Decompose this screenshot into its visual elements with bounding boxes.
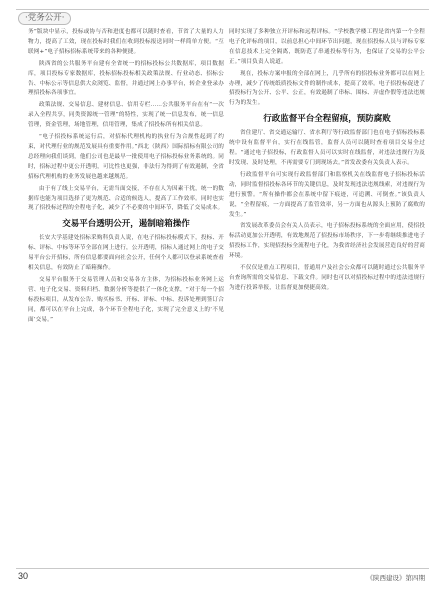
right-column (229, 28, 425, 296)
paragraph: 务”版块中显示，投标或协与否和进度也都可以随时查看，节省了大量的人力物力，提高了工效，现在投标时我们在收到投标报送同时一样简单方便。“互联网+”电子招标招标系统带来的各种便捷。 (28, 29, 224, 55)
paragraph: 同时实现了多种独立开评标和远程评标。“学校教学楼工程是省内第一个全程电子化评标的项目，以前总担心中间环节出问题，现在招投标人员与评标专家在信息技术上完全隔离，既防范了串通投标等行为，也保证了交易的公平公正。”项目负责人说道。 (229, 29, 425, 65)
paragraph: 由于有了线上交易平台，无需当面交接，不存在人为因素干扰，统一的数据库也能为项目选择了更为规范、合适的候选人，提高了工作效率。同时也实现了招投标过程的全程电子化，减少了不必要的中间环节，降低了交易成本。 (28, 185, 224, 212)
left-column (28, 28, 224, 327)
paragraph: 省住建厅、省交通运输厅、省水利厅等行政监督部门也在电子招标投标系统中设有监督平台，实行在线监管，监督人员可以随时查看项目交易全过程。“通过电子招投标，行政监督人员可以实时在线监督，对违法违规行为及时发现、及时处理，不再需要专门到现场去。”省发改委有关负责人表示。 (229, 130, 425, 166)
section-tag: ·党务公开· (18, 12, 71, 25)
paragraph: 行政监督平台可实现行政监督部门和监察机关在线监督电子招标投标活动，同时监督招投标各环节的关键信息，及时发现违法违规线索，对违规行为进行预警。“所有操作都会在系统中留下痕迹，可追溯、可倒查。”该负责人说，“全程留痕，一方面提高了监管效率，另一方面也从源头上预防了腐败的发生。” (229, 171, 425, 218)
paragraph: “电子招投标系统运行后，对招标代理机构的执业行为合规性起到了约束，对代理行业的规范发展具有重要作用。”西北（陕西）国际招标有限公司的总经理向我们谈到，他们公司也是最早一批使用电子招标投标业务系统的。同时，招标过程中更公开透明，可比性也更强，非法行为得到了有效遏制，全省招标代理机构的业务发展也越来越规范。 (28, 134, 224, 180)
paragraph: 现在，投标方案申报的全部在网上，几乎所有的招投标业务都可以在网上办理，减少了传统纸质投标文件的制作成本，提高了效率。电子招投标促进了招投标行为公开、公平、公正，有效遏制了串标、围标、弄虚作假等违法违规行为的发生。 (229, 70, 425, 107)
paragraph: 政策法规、交易信息、建材信息、信用专栏……公共服务平台在有“一次录入全程共享，同类资源统一管理”的特性，实现了统一信息发布，统一信息管理，资金管理，场地管理，信用管理，集成了招投标所有相关信息。 (28, 102, 224, 129)
paragraph: 长安大学基建处招标采购科负责人说，在电子招标投标模式下，投标、开标、评标、中标等环节全部在网上进行，公开透明，招标人通过网上的电子交易平台公开招标，所有信息都要面向社会公开，任何个人都可以登录系统查看相关信息，有效防止了暗箱操作。 (28, 235, 224, 272)
paragraph: 陕西省的公共服务平台建有全省统一的招标投标公共数据库，项目数据库，项目投标专家数据库，投标招标投标相关政策法规、行业动态、招标公告、中标公示等信息供大众浏览、监督，并通过网上办事平台，转企业登录办理招投标各项事宜。 (28, 60, 224, 97)
page-number: 30 (18, 571, 29, 581)
footer-rule (16, 568, 429, 569)
section-heading: 行政监督平台全程留痕，预防腐败 (263, 114, 391, 125)
paragraph: 交易平台服务于交易管理人员和交易各方主体，为招标投标业务网上运营、电子化交易、资料归档、数据分析等提供了一体化支撑，“对于每一个招标投标项目，从发布公告、购买标书、开标、评标、中标、投诉处理到签订合同，都可以在平台上完成，各个环节全程电子化，实现了完全意义上的‘不见面’交易。” (28, 276, 224, 323)
paragraph: 不仅仅是重点工程项目，普通用户及社会公众都可以随时通过公共服务平台查询所需的交易信息、下载文件。同时也可以对招投标过程中的违法违规行为进行投诉举报，让监督更加便捷高效。 (229, 265, 425, 291)
paragraph: 省发展改革委员会有关人员表示，电子招标投标系统的全面应用，使招投标活动更加公开透明，有效地规范了招投标市场秩序，下一步将继续推进电子招投标工作，实现招投标全流程电子化，为我省经济社会发展营造良好的营商环境。 (229, 223, 425, 260)
journal-name: 《陕西建设》第四期 (366, 574, 425, 582)
section-heading: 交易平台透明公开，遏制暗箱操作 (62, 219, 190, 230)
header-rule (16, 9, 429, 10)
